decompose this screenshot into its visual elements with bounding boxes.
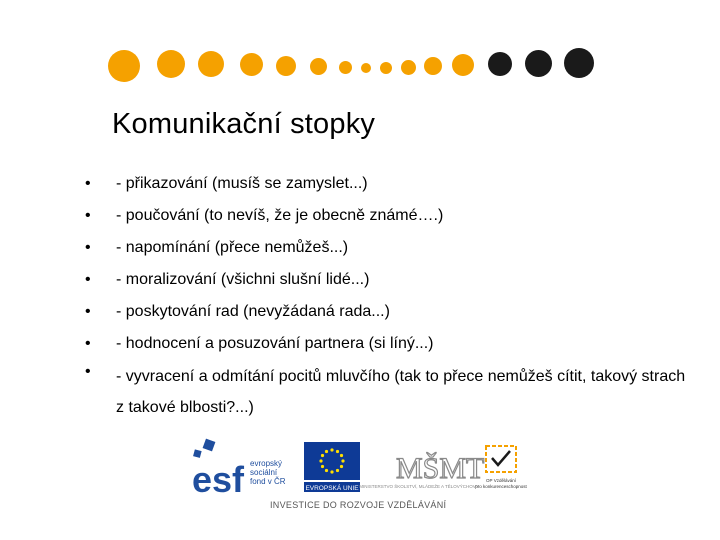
decorative-dot (525, 50, 552, 77)
list-item-text: - napomínání (přece nemůžeš...) (116, 239, 349, 256)
decorative-dot (488, 52, 512, 76)
footer-slogan: INVESTICE DO ROZVOJE VZDĚLÁVÁNÍ (270, 500, 447, 510)
eu-star-icon (340, 454, 343, 457)
list-item (85, 205, 695, 227)
eu-star-icon (321, 465, 324, 468)
list-item (85, 173, 695, 195)
msmt-caption: MINISTERSTVO ŠKOLSTVÍ, MLÁDEŽE A TĚLOVÝCHOVY (359, 484, 479, 489)
eu-star-icon (325, 450, 328, 453)
list-item (85, 361, 695, 423)
decorative-dot (452, 54, 474, 76)
list-item (85, 301, 695, 323)
eu-flag-logo (302, 442, 364, 500)
funding-logos-footer (190, 438, 535, 514)
bullet-marker: • (85, 271, 91, 288)
decorative-dot (424, 57, 442, 75)
decorative-dot (198, 51, 224, 77)
msmt-logo (359, 438, 485, 498)
bullet-marker: • (85, 335, 91, 352)
bullet-marker: • (85, 303, 91, 320)
decorative-dot (380, 62, 392, 74)
eu-star-icon (330, 448, 333, 451)
decorative-dot (240, 53, 263, 76)
decorative-dot (157, 50, 185, 78)
bullet-marker: • (85, 207, 91, 224)
bullet-list (85, 173, 695, 433)
list-item-text: - přikazování (musíš se zamyslet...) (116, 175, 368, 192)
list-item-text: - hodnocení a posuzování partnera (si líný...) (116, 335, 434, 352)
list-item-text: - poskytování rad (nevyžádaná rada...) (116, 303, 390, 320)
eu-star-icon (321, 454, 324, 457)
bullet-marker: • (85, 175, 91, 192)
decorative-dot (339, 61, 352, 74)
op-caption: OP Vzdělávání pro konkurenceschopnost (475, 478, 527, 489)
list-item (85, 333, 695, 355)
decorative-dot (310, 58, 327, 75)
esf-logo-text: esf (192, 459, 245, 500)
list-item-text: - moralizování (všichni slušní lidé...) (116, 271, 370, 288)
eu-star-icon (325, 469, 328, 472)
decorative-dots-row (0, 0, 720, 100)
bullet-marker: • (85, 239, 91, 256)
decorative-dot (108, 50, 140, 82)
esf-caption: evropský sociální fond v ČR (250, 459, 286, 486)
decorative-dot (401, 60, 416, 75)
op-vk-logo (466, 440, 536, 496)
decorative-dot (564, 48, 594, 78)
bullet-marker: • (85, 363, 91, 380)
eu-star-icon (330, 470, 333, 473)
eu-star-icon (336, 469, 339, 472)
decorative-dot (361, 63, 371, 73)
list-item-text: - poučování (to nevíš, že je obecně známé….) (116, 207, 444, 224)
list-item-text: - vyvracení a odmítání pocitů mluvčího (tak to přece nemůžeš cítit, takový strach z takové blbosti?...) (116, 368, 686, 416)
eu-star-icon (336, 450, 339, 453)
list-item (85, 269, 695, 291)
esf-logo (190, 438, 310, 498)
slide-title: Komunikační stopky (112, 108, 376, 140)
eu-caption: EVROPSKÁ UNIE (305, 485, 359, 492)
msmt-logo-text: MŠMT (396, 452, 485, 485)
eu-star-icon (340, 465, 343, 468)
eu-star-icon (341, 459, 344, 462)
list-item (85, 237, 695, 259)
decorative-dot (276, 56, 296, 76)
eu-star-icon (319, 459, 322, 462)
